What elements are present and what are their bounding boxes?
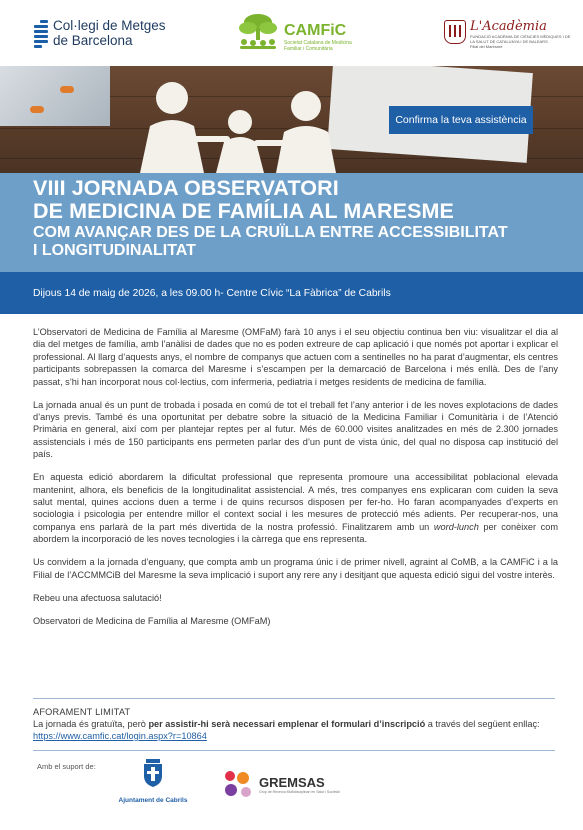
gremsas-dots-icon	[222, 770, 256, 800]
gremsas-name: GREMSAS	[259, 775, 325, 790]
gremsas-subtitle: Grup de Recerca Multidisciplinari en Salut i Societat	[259, 790, 340, 794]
academia-seal-icon	[444, 20, 466, 44]
academia-subtitle-filial: Filial del Maresme	[470, 44, 503, 49]
notice-text-b: a través del següent enllaç:	[425, 719, 540, 729]
notice-text-bold: per assistir-hi serà necessari emplenar el formulari d’inscripció	[148, 719, 426, 729]
logo-comb	[34, 18, 166, 48]
comb-name-line1: Col·legi de Metges	[53, 18, 166, 33]
title-band	[0, 173, 583, 272]
logo-gremsas	[222, 770, 347, 800]
logo-academia	[444, 20, 574, 49]
date-band	[0, 272, 583, 314]
event-date-location: Dijous 14 de maig de 2026, a les 09.00 h- Centre Cívic “La Fàbrica” de Cabrils	[33, 287, 391, 299]
body-paragraph-5: Rebeu una afectuosa salutació!	[33, 592, 162, 603]
logo-ajuntament-cabrils	[108, 758, 198, 804]
signature: Observatori de Medicina de Família al Maresme (OMFaM)	[33, 615, 271, 626]
academia-subtitle: FUNDACIÓ ACADÈMIA DE CIÈNCIES MÈDIQUES I DE LA SALUT DE CATALUNYA I DE BALEARS	[470, 34, 571, 44]
divider-bottom	[33, 750, 555, 751]
paper-family-icon	[120, 66, 380, 173]
notice-text-a: La jornada és gratuïta, però	[33, 719, 149, 729]
support-label: Amb el suport de:	[37, 762, 96, 771]
comb-mark-icon	[34, 18, 48, 48]
cabrils-shield-icon	[142, 758, 164, 788]
confirm-attendance-button[interactable]: Confirma la teva assistència	[389, 106, 533, 134]
camfic-name: CAMFiC	[284, 22, 347, 39]
p3-text-a: En aquesta edició abordarem la dificultat professional que representa promoure una accessibilitat poblacional elevada mantenint, alhora, els beneficis de la longitudinalitat assistencial. A més, tres companyes ens explicaran com cuiden la seva salut mental, quines accions duen a terme i de quins recursos disposen per fer-ho. Ho faran acompanyades d’experts en sociologia i psicologia per entendre millor el context social i les mesures de protecció més adients. Per recuperar-nos, una companya ens parlarà de la part més divertida de la nostra professió. Finalitzarem amb un	[33, 472, 558, 532]
p3-text-b: per conèixer com abordem la incorporació de les noves tecnologies i la càrrega que ens representa.	[33, 521, 558, 545]
camfic-subtitle: Societat Catalana de Medicina Familiar i Comunitària	[284, 40, 352, 52]
logo-camfic	[236, 12, 354, 52]
pill-blister-image	[0, 66, 110, 126]
body-paragraph-3	[33, 471, 558, 545]
comb-name-line2: de Barcelona	[53, 33, 133, 48]
event-title-line2: DE MEDICINA DE FAMÍLIA AL MARESME	[33, 199, 454, 223]
academia-name: L'Acadèmia	[470, 19, 547, 34]
limited-capacity-notice	[33, 706, 558, 742]
body-paragraph-4: Us convidem a la jornada d’enguany, que compta amb un programa únic i de primer nivell, agraint al CoMB, a la CAMFiC i a la Filial de l’ACCMMCiB del Maresme la seva implicació i suport any rere any i desitjant que aquesta edició sigui del vostre interès.	[33, 557, 558, 580]
camfic-tree-icon	[236, 12, 280, 52]
event-title-line1: VIII JORNADA OBSERVATORI	[33, 176, 339, 200]
notice-text	[33, 718, 558, 742]
event-subtitle-line2: I LONGITUDINALITAT	[33, 242, 196, 259]
body-paragraph-2: La jornada anual és un punt de trobada i posada en comú de tot el treball fet l’any anterior i de les noves explotacions de dades d’anys previs. També és una oportunitat per debatre sobre la situació de la Medicina Familiar i Comunitària i de l’Atenció Primària en general, així com per plantejar reptes per al futur. Més de 60.000 visites analitzades en més de 2.300 jornades assistencials i més de 150 participants ens permeten parlar des d’un punt de vista únic, del qual no disposa cap institució del país.	[33, 399, 558, 460]
p3-word-lunch: word-lunch	[433, 521, 479, 532]
header-logos	[0, 0, 583, 66]
cabrils-label: Ajuntament de Cabrils	[118, 797, 188, 804]
notice-heading: AFORAMENT LIMITAT	[33, 707, 131, 717]
event-subtitle-line1: COM AVANÇAR DES DE LA CRUÏLLA ENTRE ACCESSIBILITAT	[33, 224, 508, 241]
divider-top	[33, 698, 555, 699]
body-paragraph-1: L’Observatori de Medicina de Família al Maresme (OMFaM) farà 10 anys i el seu objectiu continua ben viu: visualitzar el dia al dia del metges de família, amb l’anàlisi de dades que no es poden extreure de cap aplicació i que només pot aportar i explicar el professional. Al llarg d’aquests anys, el nombre de companys que actuen com a sentinelles no ha parat d’augmentar, els centres participants sobrepassen la comarca del Maresme i s’escampen per la demarcació de Barcelona i més enllà. Des de l’any passat, s’hi han incorporat nous col·lectius, com infermeria, pediatria i metges residents de medicina de família.	[33, 327, 558, 387]
invitation-body	[33, 326, 558, 627]
registration-link[interactable]: https://www.camfic.cat/login.aspx?r=10864	[33, 731, 207, 741]
